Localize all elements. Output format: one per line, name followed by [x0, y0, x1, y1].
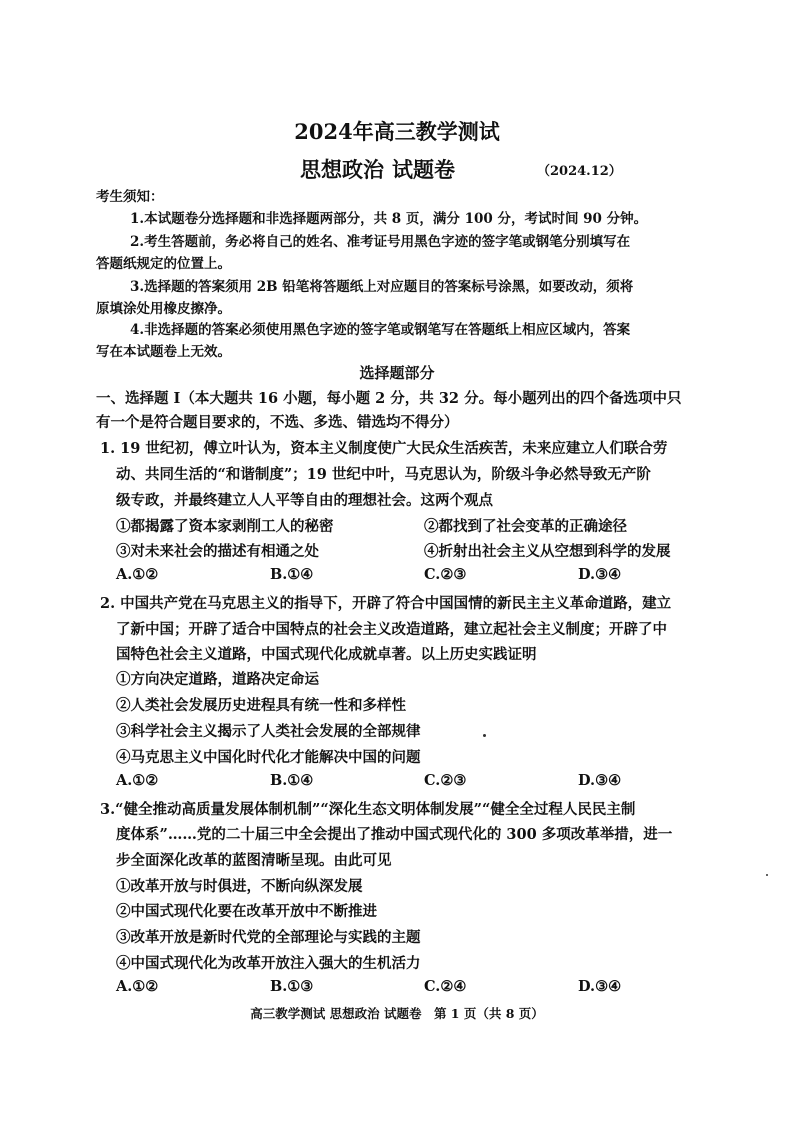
scan-speck — [766, 874, 768, 876]
page-footer: 高三教学测试 思想政治 试题卷 第 1 页（共 8 页） — [250, 1006, 544, 1021]
section-instruction: 有一个是符合题目要求的，不选、多选、错选均不得分） — [96, 414, 459, 431]
section-title: 选择题部分 — [359, 364, 435, 382]
statement-item: ③改革开放是新时代党的全部理论与实践的主题 — [116, 929, 421, 946]
exam-title: 2024年高三教学测试 — [294, 119, 500, 144]
statement-item: ④中国式现代化为改革开放注入强大的生机活力 — [116, 955, 421, 972]
question-stem: 度体系”……党的二十届三中全会提出了推动中国式现代化的 300 多项改革举措，进一 — [116, 826, 673, 843]
section-instruction: 一、选择题 Ⅰ（本大题共 16 小题，每小题 2 分，共 32 分。每小题列出的四个备选项中只 — [96, 390, 682, 407]
scan-speck — [483, 734, 486, 737]
choice-a: A.①② — [116, 978, 159, 995]
subject-name: 思想政治 — [300, 157, 384, 182]
question-stem: 级专政，并最终建立人人平等自由的理想社会。这两个观点 — [116, 492, 493, 509]
choice-a: A.①② — [116, 566, 159, 583]
choice-c: C.②④ — [424, 978, 467, 995]
statement-item: ③科学社会主义揭示了人类社会发展的全部规律 — [116, 723, 421, 740]
choice-d: D.③④ — [578, 772, 622, 789]
question-stem: 2. 中国共产党在马克思主义的指导下，开辟了符合中国国情的新民主主义革命道路，建立 — [100, 595, 672, 612]
statement-item: ②人类社会发展历史进程具有统一性和多样性 — [116, 697, 406, 714]
question-stem: 动、共同生活的“和谐制度”；19 世纪中叶，马克思认为，阶级斗争必然导致无产阶 — [116, 466, 651, 483]
notice-line: 写在本试题卷上无效。 — [96, 344, 231, 360]
statement-item: ①改革开放与时俱进，不断向纵深发展 — [116, 878, 363, 895]
exam-subtitle — [300, 154, 455, 184]
choice-c: C.②③ — [424, 772, 467, 789]
statement-item: ④折射出社会主义从空想到科学的发展 — [424, 543, 671, 560]
question-stem: 国特色社会主义道路，中国式现代化成就卓著。以上历史实践证明 — [116, 646, 537, 663]
choice-b: B.①④ — [270, 566, 314, 583]
notice-line: 4.非选择题的答案必须使用黑色字迹的签字笔或钢笔写在答题纸上相应区域内，答案 — [130, 322, 631, 338]
question-stem: 了新中国；开辟了适合中国特点的社会主义改造道路，建立起社会主义制度；开辟了中 — [116, 621, 667, 638]
statement-item: ①方向决定道路，道路决定命运 — [116, 671, 319, 688]
statement-item: ②中国式现代化要在改革开放中不断推进 — [116, 903, 377, 920]
statement-item: ①都揭露了资本家剥削工人的秘密 — [116, 518, 334, 535]
exam-date: （2024.12） — [537, 164, 622, 179]
notice-heading: 考生须知： — [96, 189, 164, 205]
notice-line: 2.考生答题前，务必将自己的姓名、准考证号用黑色字迹的签字笔或钢笔分别填写在 — [130, 234, 631, 250]
question-stem: 步全面深化改革的蓝图清晰呈现。由此可见 — [116, 852, 392, 869]
notice-line: 3.选择题的答案须用 2B 铅笔将答题纸上对应题目的答案标号涂黑，如要改动，须将 — [130, 279, 634, 295]
question-stem: 1. 19 世纪初，傅立叶认为，资本主义制度使广大民众生活疾苦，未来应建立人们联合劳 — [100, 440, 668, 457]
statement-item: ③对未来社会的描述有相通之处 — [116, 543, 319, 560]
choice-d: D.③④ — [578, 978, 622, 995]
choice-b: B.①④ — [270, 772, 314, 789]
notice-line: 答题纸规定的位置上。 — [96, 256, 231, 272]
choice-c: C.②③ — [424, 566, 467, 583]
choice-d: D.③④ — [578, 566, 622, 583]
statement-item: ②都找到了社会变革的正确途径 — [424, 518, 627, 535]
question-stem: 3.“健全推动高质量发展体制机制”“深化生态文明体制发展”“健全全过程人民民主制 — [100, 801, 636, 818]
notice-line: 1.本试题卷分选择题和非选择题两部分，共 8 页，满分 100 分，考试时间 90 分钟。 — [130, 211, 648, 227]
paper-type: 试题卷 — [392, 157, 455, 182]
choice-b: B.①③ — [270, 978, 314, 995]
notice-line: 原填涂处用橡皮擦净。 — [96, 301, 231, 317]
statement-item: ④马克思主义中国化时代化才能解决中国的问题 — [116, 749, 421, 766]
choice-a: A.①② — [116, 772, 159, 789]
